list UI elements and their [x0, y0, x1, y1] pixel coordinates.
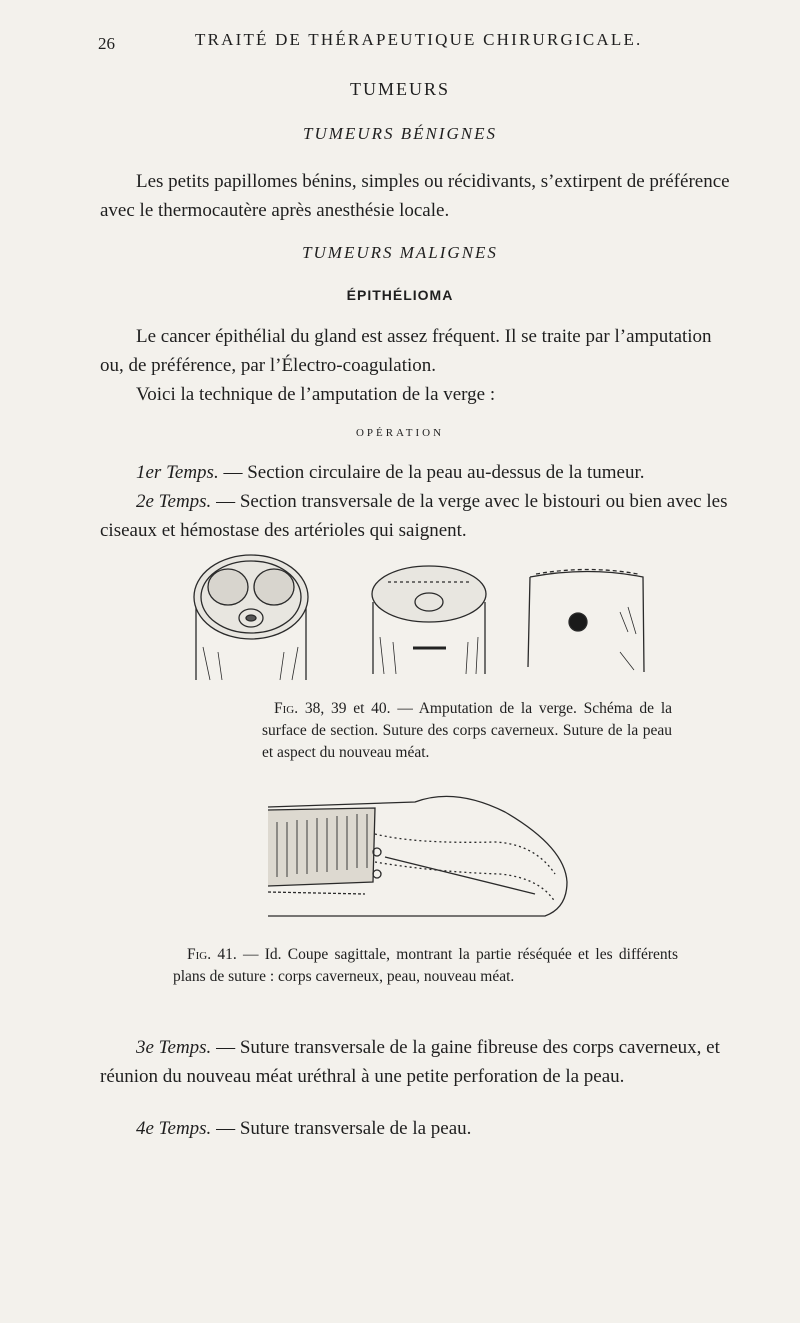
figure-38-39-40-illustration: [188, 552, 658, 687]
fig-38-cross-section: [194, 555, 308, 680]
figure-41-caption: [173, 944, 678, 988]
figure-38-40-caption: [262, 698, 672, 764]
fig-38-caption-text: 38, 39 et 40. — Amputation de la verge. Schéma de la surface de section. Suture des corps caverneux. Suture de la peau et aspect du nouveau méat.: [262, 700, 672, 761]
paragraph-cancer: Le cancer épithélial du gland est assez fréquent. Il se traite par l’amputation ou, de préférence, par l’Électro-coagulation.: [100, 326, 712, 376]
step-1: [100, 458, 740, 487]
paragraph-technique: Voici la technique de l’amputation de la verge :: [136, 384, 496, 405]
fig-38-label: Fig.: [274, 700, 299, 717]
fig-40-new-meatus: [528, 570, 644, 673]
step-2-text: — Section transversale de la verge avec le bistouri ou bien avec les ciseaux et hémostase des artérioles qui saignent.: [100, 491, 728, 541]
page-number: 26: [98, 34, 115, 53]
step-1-label: 1er Temps.: [136, 462, 219, 483]
step-3-label: 3e Temps.: [136, 1037, 212, 1058]
fig-41-caption-text: 41. — Id. Coupe sagittale, montrant la partie réséquée et les différents plans de suture : corps caverneux, peau, nouveau méat.: [173, 946, 678, 985]
paragraph-benign: Les petits papillomes bénins, simples ou récidivants, s’extirpent de préférence avec le thermocautère après anesthésie locale.: [100, 171, 730, 221]
operation-heading: OPÉRATION: [355, 427, 445, 439]
step-3-text: — Suture transversale de la gaine fibreuse des corps caverneux, et réunion du nouveau méat uréthral à une petite perforation de la peau.: [100, 1037, 720, 1087]
step-2: [100, 487, 740, 545]
running-title: TRAITÉ DE THÉRAPEUTIQUE CHIRURGICALE.: [195, 30, 643, 49]
step-4-label: 4e Temps.: [136, 1118, 212, 1139]
fig-39-sutured-bodies: [372, 566, 486, 674]
step-1-text: — Section circulaire de la peau au-dessus de la tumeur.: [218, 462, 645, 483]
step-3: [100, 1033, 740, 1091]
step-2-label: 2e Temps.: [136, 491, 212, 512]
fig-41-label: Fig.: [187, 946, 212, 963]
step-4-text: — Suture transversale de la peau.: [211, 1118, 472, 1139]
subsection-title-epithelioma: ÉPITHÉLIOMA: [346, 287, 454, 303]
subsection-title-benignes: TUMEURS BÉNIGNES: [303, 124, 497, 143]
section-title-tumeurs: TUMEURS: [349, 79, 450, 99]
step-4: [100, 1114, 740, 1143]
figure-41-illustration: [265, 782, 575, 930]
subsection-title-malignes: TUMEURS MALIGNES: [302, 243, 498, 262]
